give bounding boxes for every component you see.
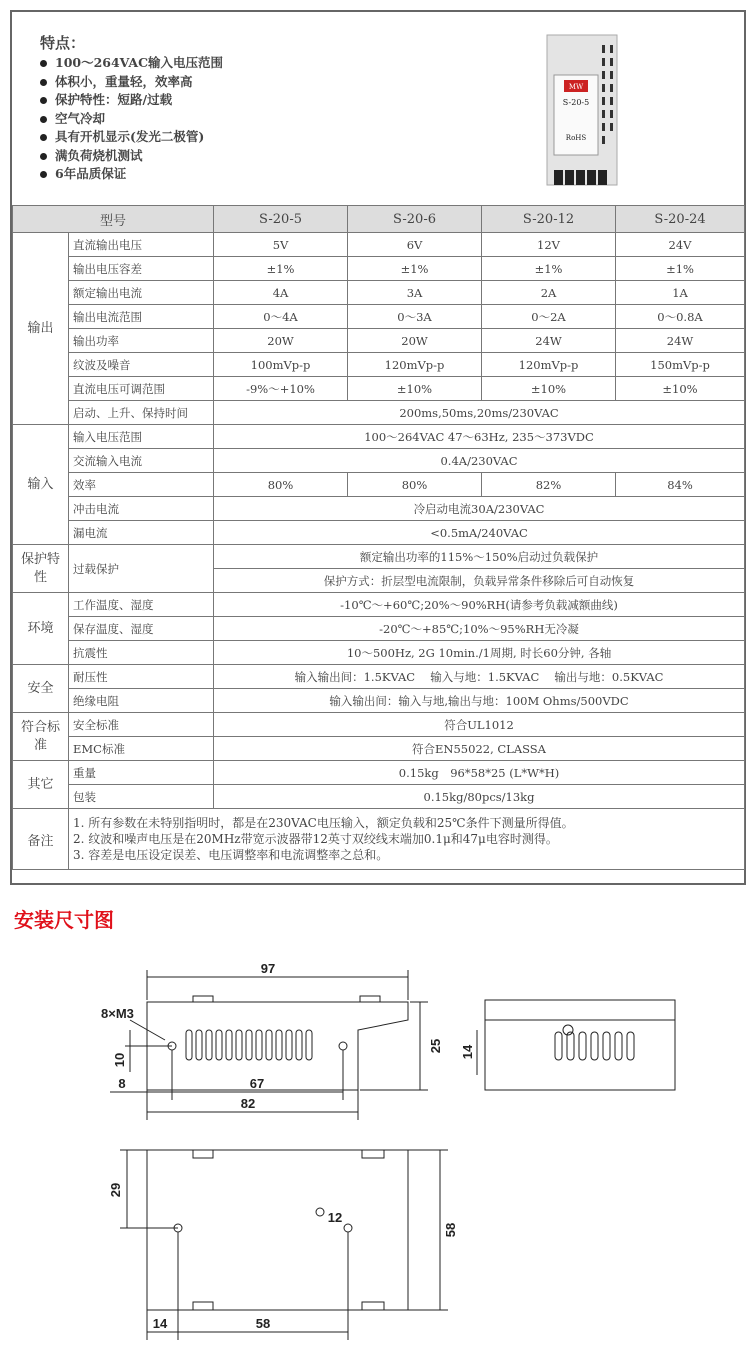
feature-text: 空气冷却 bbox=[55, 110, 106, 126]
param-label: 额定输出电流 bbox=[69, 281, 214, 305]
value-cell: 1A bbox=[616, 281, 745, 305]
param-label: 耐压性 bbox=[69, 665, 214, 689]
value-cell: ±10% bbox=[616, 377, 745, 401]
merged-value-cell: 200ms,50ms,20ms/230VAC bbox=[214, 401, 745, 425]
dim-body-length: 82 bbox=[240, 1096, 256, 1111]
value-cell: 24W bbox=[616, 329, 745, 353]
param-label: 输出电流范围 bbox=[69, 305, 214, 329]
param-label: 安全标准 bbox=[69, 713, 214, 737]
note-item: 2. 纹波和噪声电压是在20MHz带宽示波器带12英寸双绞线末端加0.1μ和47μ电容时测得。 bbox=[73, 832, 558, 846]
dim-length: 97 bbox=[260, 961, 276, 976]
model-header: S-20-6 bbox=[348, 206, 482, 233]
merged-value-cell: 100～264VAC 47～63Hz, 235～373VDC bbox=[214, 425, 745, 449]
param-label: 输出电压容差 bbox=[69, 257, 214, 281]
value-cell: -9%～+10% bbox=[214, 377, 348, 401]
group-label: 输出 bbox=[13, 233, 69, 425]
value-cell: 0～4A bbox=[214, 305, 348, 329]
features-title: 特点： bbox=[40, 34, 86, 52]
feature-text: 具有开机显示(发光二极管) bbox=[55, 129, 205, 144]
merged-value-cell: 符合UL1012 bbox=[214, 713, 745, 737]
param-label: 纹波及噪音 bbox=[69, 353, 214, 377]
param-label: 保存温度、湿度 bbox=[69, 617, 214, 641]
group-label: 环境 bbox=[13, 593, 69, 665]
param-label: 过载保护 bbox=[69, 545, 214, 593]
value-cell: 0～2A bbox=[482, 305, 616, 329]
value-cell: 82% bbox=[482, 473, 616, 497]
dim-height: 25 bbox=[428, 1038, 443, 1054]
merged-value-cell: <0.5mA/240VAC bbox=[214, 521, 745, 545]
value-cell: 6V bbox=[348, 233, 482, 257]
front-view bbox=[101, 961, 443, 1120]
param-label: 直流电压可调范围 bbox=[69, 377, 214, 401]
mount-hole-icon bbox=[344, 1224, 352, 1232]
dim-hole-offset: 8 bbox=[118, 1076, 126, 1091]
group-label: 保护特性 bbox=[13, 545, 69, 593]
feature-text: 100～264VAC输入电压范围 bbox=[55, 55, 224, 70]
model-header: S-20-12 bbox=[482, 206, 616, 233]
value-cell: 4A bbox=[214, 281, 348, 305]
dim-hole-spacing: 67 bbox=[249, 1076, 265, 1091]
merged-value-cell: -10℃～+60℃;20%～90%RH(请参考负载减额曲线) bbox=[214, 593, 745, 617]
dim-bottom-hole-y: 29 bbox=[108, 1182, 123, 1198]
value-cell: ±10% bbox=[348, 377, 482, 401]
param-label: 直流输出电压 bbox=[69, 233, 214, 257]
model-header: S-20-24 bbox=[616, 206, 745, 233]
brand-logo: MW bbox=[568, 83, 584, 91]
param-label: 效率 bbox=[69, 473, 214, 497]
value-cell: 120mVp-p bbox=[482, 353, 616, 377]
group-label: 安全 bbox=[13, 665, 69, 713]
rohs-label: RoHS bbox=[565, 134, 587, 142]
value-cell: 120mVp-p bbox=[348, 353, 482, 377]
param-label: 冲击电流 bbox=[69, 497, 214, 521]
param-label: 工作温度、湿度 bbox=[69, 593, 214, 617]
param-label: 输出功率 bbox=[69, 329, 214, 353]
merged-value-cell: 10～500Hz, 2G 10min./1周期, 时长60分钟, 各轴 bbox=[214, 641, 745, 665]
dim-bottom-offset: 14 bbox=[152, 1316, 168, 1331]
value-cell: 24V bbox=[616, 233, 745, 257]
front-vent-slots bbox=[186, 1030, 312, 1060]
value-cell: 12V bbox=[482, 233, 616, 257]
merged-value-cell: 保护方式：折层型电流限制，负载异常条件移除后可自动恢复 bbox=[214, 569, 745, 593]
param-label: EMC标准 bbox=[69, 737, 214, 761]
feature-text: 6年品质保证 bbox=[55, 166, 127, 181]
value-cell: 5V bbox=[214, 233, 348, 257]
value-cell: ±1% bbox=[348, 257, 482, 281]
value-cell: 100mVp-p bbox=[214, 353, 348, 377]
value-cell: 150mVp-p bbox=[616, 353, 745, 377]
notes-label: 备注 bbox=[13, 809, 69, 870]
dim-bottom-spacing: 58 bbox=[255, 1316, 271, 1331]
param-label: 交流输入电流 bbox=[69, 449, 214, 473]
drawing-title: 安装尺寸图 bbox=[14, 908, 114, 932]
value-cell: 84% bbox=[616, 473, 745, 497]
merged-value-cell: 0.15kg 96*58*25 (L*W*H) bbox=[214, 761, 745, 785]
dim-hole-dia: 12 bbox=[327, 1210, 343, 1225]
side-view bbox=[460, 1000, 675, 1090]
value-cell: 3A bbox=[348, 281, 482, 305]
merged-value-cell: 符合EN55022, CLASSA bbox=[214, 737, 745, 761]
param-label: 包装 bbox=[69, 785, 214, 809]
dim-width: 58 bbox=[443, 1222, 458, 1238]
merged-value-cell: -20℃～+85℃;10%～95%RH无冷凝 bbox=[214, 617, 745, 641]
value-cell: ±1% bbox=[214, 257, 348, 281]
param-label: 输入电压范围 bbox=[69, 425, 214, 449]
value-cell: 20W bbox=[348, 329, 482, 353]
bottom-view bbox=[108, 1150, 458, 1340]
merged-value-cell: 冷启动电流30A/230VAC bbox=[214, 497, 745, 521]
param-label: 漏电流 bbox=[69, 521, 214, 545]
value-cell: 20W bbox=[214, 329, 348, 353]
merged-value-cell: 0.4A/230VAC bbox=[214, 449, 745, 473]
note-item: 1. 所有参数在未特别指明时，都是在230VAC电压输入，额定负载和25℃条件下测量所得值。 bbox=[73, 816, 574, 830]
product-model-label: S-20-5 bbox=[562, 98, 590, 107]
feature-text: 体积小，重量轻，效率高 bbox=[55, 73, 193, 89]
param-label: 重量 bbox=[69, 761, 214, 785]
value-cell: 2A bbox=[482, 281, 616, 305]
param-label: 抗震性 bbox=[69, 641, 214, 665]
merged-value-cell: 输入输出间：输入与地,输出与地：100M Ohms/500VDC bbox=[214, 689, 745, 713]
mount-hole-icon bbox=[339, 1042, 347, 1050]
group-label: 其它 bbox=[13, 761, 69, 809]
model-label-header: 型号 bbox=[13, 206, 214, 233]
value-cell: ±10% bbox=[482, 377, 616, 401]
note-item: 3. 容差是电压设定误差、电压调整率和电流调整率之总和。 bbox=[73, 848, 389, 862]
group-label: 符合标准 bbox=[13, 713, 69, 761]
merged-value-cell: 额定输出功率的115%～150%启动过负载保护 bbox=[214, 545, 745, 569]
group-label: 输入 bbox=[13, 425, 69, 545]
feature-text: 满负荷烧机测试 bbox=[55, 147, 143, 163]
dim-hole-height: 10 bbox=[112, 1052, 127, 1068]
feature-text: 保护特性：短路/过载 bbox=[55, 92, 173, 107]
merged-value-cell: 0.15kg/80pcs/13kg bbox=[214, 785, 745, 809]
value-cell: 0～3A bbox=[348, 305, 482, 329]
model-header: S-20-5 bbox=[214, 206, 348, 233]
dim-screws: 8×M3 bbox=[101, 1006, 134, 1021]
value-cell: ±1% bbox=[482, 257, 616, 281]
value-cell: 24W bbox=[482, 329, 616, 353]
value-cell: 80% bbox=[348, 473, 482, 497]
param-label: 绝缘电阻 bbox=[69, 689, 214, 713]
merged-value-cell: 输入输出间：1.5KVAC 输入与地：1.5KVAC 输出与地：0.5KVAC bbox=[214, 665, 745, 689]
value-cell: 0～0.8A bbox=[616, 305, 745, 329]
value-cell: 80% bbox=[214, 473, 348, 497]
dim-side-hole: 14 bbox=[460, 1044, 475, 1060]
mount-hole-icon bbox=[316, 1208, 324, 1216]
param-label: 启动、上升、保持时间 bbox=[69, 401, 214, 425]
value-cell: ±1% bbox=[616, 257, 745, 281]
